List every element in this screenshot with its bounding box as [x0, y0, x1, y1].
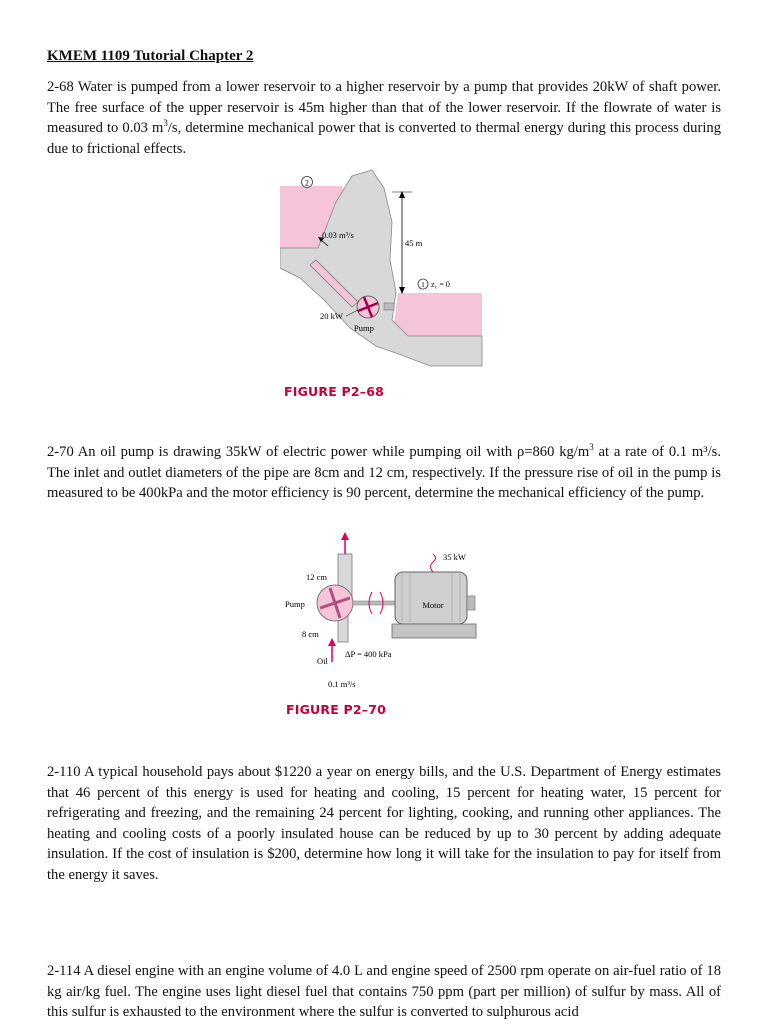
figure-p2-68-pump-label: Pump — [354, 323, 374, 333]
problem-2-68-text-pre: 2-68 Water is pumped from a lower reservoir to a higher reservoir by a pump that provides 20kW of shaft power. The free surface of the upper reservoir is 45m higher than that of the lower reservoir. If the flowrate of water is measured to 0.03 m — [47, 79, 721, 137]
figure-p2-70-outlet-diameter-label: 12 cm — [306, 572, 328, 582]
problem-2-114: 2-114 A diesel engine with an engine volume of 4.0 L and engine speed of 2500 rpm operate on air-fuel ratio of 18 kg air/kg fuel. The engine uses light diesel fuel that contains 750 ppm (part per million) of sulfur by mass. All of this sulfur is exhausted to the environment where the sulfur is converted to sulphurous acid — [47, 963, 721, 1021]
figure-p2-70-pressure-label: ΔP = 400 kPa — [345, 649, 392, 659]
figure-p2-70-caption: FIGURE P2–70 — [286, 702, 387, 717]
figure-p2-70 — [280, 530, 500, 700]
figure-p2-70-inlet-diameter-label: 8 cm — [302, 629, 319, 639]
figure-p2-70-oil-label: Oil — [317, 656, 328, 666]
problem-2-70 — [47, 442, 721, 504]
problem-2-70-text-pre: 2-70 An oil pump is drawing 35kW of electric power while pumping oil with ρ=860 kg/m — [47, 444, 590, 460]
figure-p2-70-motor-label: Motor — [422, 600, 444, 610]
figure-p2-68 — [280, 160, 490, 380]
problem-2-68-sup: 3 — [163, 118, 168, 129]
document-title: KMEM 1109 Tutorial Chapter 2 — [47, 48, 254, 64]
figure-p2-68-power-label: 20 kW — [320, 311, 343, 321]
problem-2-68-text-post: /s, determine mechanical power that is converted to thermal energy during this process during due to frictional effects. — [47, 120, 721, 157]
figure-p2-68-z1-label: z₁ = 0 — [431, 280, 450, 289]
figure-p2-70-pump-label: Pump — [285, 599, 305, 609]
figure-p2-68-point1-label: 1 — [421, 280, 425, 289]
figure-p2-70-flow-label: 0.1 m³/s — [328, 679, 356, 689]
problem-2-68 — [47, 77, 721, 159]
figure-p2-70-power-label: 35 kW — [443, 552, 466, 562]
figure-p2-68-height-label: 45 m — [405, 238, 423, 248]
figure-p2-68-point2-label: 2 — [305, 178, 309, 188]
figure-p2-68-flow-label: 0.03 m³/s — [322, 230, 354, 240]
problem-2-70-text-post: at a rate of 0.1 m³/s. The inlet and outlet diameters of the pipe are 8cm and 12 cm, respectively. If the pressure rise of oil in the pump is measured to be 400kPa and the motor efficiency is 90 percent, determine the mechanical efficiency of the pump. — [47, 444, 721, 502]
problem-2-110: 2-110 A typical household pays about $1220 a year on energy bills, and the U.S. Department of Energy estimates that 46 percent of this energy is used for heating and cooling, 15 percent for heating water, 15 percent for refrigerating and freezing, and the remaining 24 percent for lighting, cooking, and running other appliances. The heating and cooling costs of a poorly insulated house can be reduced by up to 30 percent by adding adequate insulation. If the cost of insulation is $200, determine how long it will take for the insulation to pay for itself from the energy it saves. — [47, 764, 721, 883]
figure-p2-68-caption: FIGURE P2–68 — [284, 384, 385, 399]
problem-2-70-sup: 3 — [589, 442, 594, 453]
